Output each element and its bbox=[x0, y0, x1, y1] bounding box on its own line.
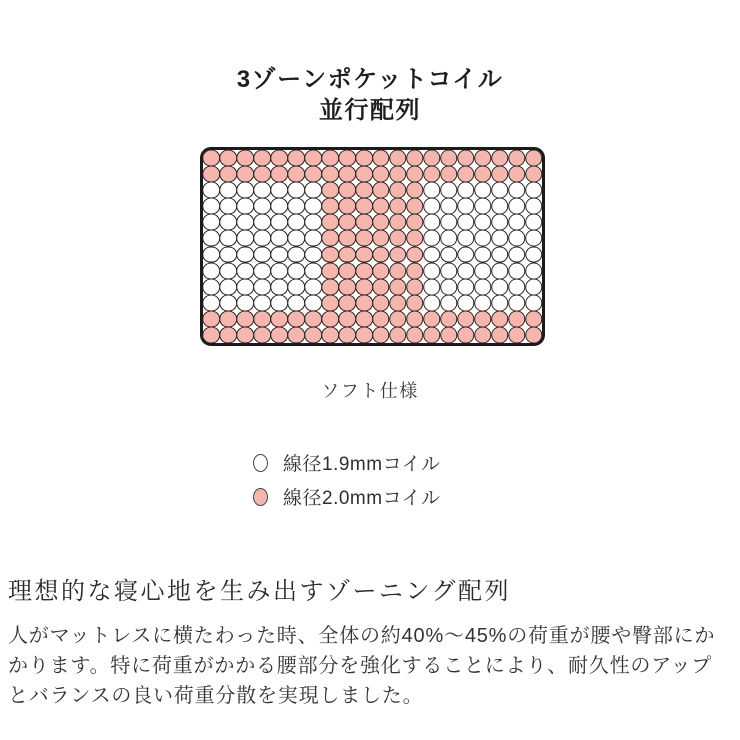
coil-2_0mm bbox=[321, 166, 339, 183]
coil-2_0mm bbox=[372, 246, 390, 263]
coil-2_0mm bbox=[372, 166, 390, 183]
white-coil-swatch-icon bbox=[253, 454, 268, 472]
coil-1_9mm bbox=[423, 294, 441, 311]
coil-2_0mm bbox=[491, 327, 509, 344]
coil-2_0mm bbox=[457, 327, 475, 344]
coil-1_9mm bbox=[203, 278, 221, 295]
coil-1_9mm bbox=[491, 278, 509, 295]
coil-2_0mm bbox=[423, 150, 441, 167]
coil-1_9mm bbox=[423, 262, 441, 279]
coil-2_0mm bbox=[389, 246, 407, 263]
coil-2_0mm bbox=[321, 310, 339, 327]
coil-2_0mm bbox=[372, 310, 390, 327]
coil-2_0mm bbox=[440, 166, 458, 183]
coil-2_0mm bbox=[237, 327, 255, 344]
legend-row-2_0mm bbox=[253, 483, 441, 510]
coil-2_0mm bbox=[304, 150, 322, 167]
coil-2_0mm bbox=[220, 310, 238, 327]
coil-1_9mm bbox=[237, 294, 255, 311]
coil-2_0mm bbox=[355, 230, 373, 247]
coil-1_9mm bbox=[271, 246, 289, 263]
coil-2_0mm bbox=[287, 150, 305, 167]
coil-2_0mm bbox=[355, 246, 373, 263]
coil-1_9mm bbox=[423, 214, 441, 231]
coil-1_9mm bbox=[457, 246, 475, 263]
section-heading: 理想的な寝心地を生み出すゾーニング配列 bbox=[8, 578, 512, 605]
coil-1_9mm bbox=[203, 182, 221, 199]
coil-2_0mm bbox=[287, 327, 305, 344]
coil-2_0mm bbox=[457, 310, 475, 327]
coil-2_0mm bbox=[321, 230, 339, 247]
coil-2_0mm bbox=[389, 198, 407, 215]
coil-2_0mm bbox=[508, 310, 526, 327]
coil-2_0mm bbox=[406, 278, 424, 295]
coil-1_9mm bbox=[423, 198, 441, 215]
coil-1_9mm bbox=[474, 182, 492, 199]
coil-2_0mm bbox=[440, 327, 458, 344]
coil-1_9mm bbox=[457, 294, 475, 311]
coil-1_9mm bbox=[203, 214, 221, 231]
coil-2_0mm bbox=[338, 230, 356, 247]
coil-2_0mm bbox=[491, 166, 509, 183]
coil-1_9mm bbox=[491, 214, 509, 231]
coil-1_9mm bbox=[254, 278, 272, 295]
coil-2_0mm bbox=[423, 310, 441, 327]
coil-2_0mm bbox=[203, 327, 221, 344]
coil-2_0mm bbox=[203, 166, 221, 183]
coil-1_9mm bbox=[457, 182, 475, 199]
coil-2_0mm bbox=[406, 310, 424, 327]
coil-1_9mm bbox=[304, 278, 322, 295]
coil-1_9mm bbox=[254, 262, 272, 279]
coil-2_0mm bbox=[355, 278, 373, 295]
coil-1_9mm bbox=[254, 214, 272, 231]
coil-2_0mm bbox=[220, 166, 238, 183]
coil-1_9mm bbox=[287, 278, 305, 295]
coil-1_9mm bbox=[440, 230, 458, 247]
coil-1_9mm bbox=[271, 182, 289, 199]
coil-1_9mm bbox=[220, 182, 238, 199]
coil-1_9mm bbox=[287, 246, 305, 263]
coil-1_9mm bbox=[287, 230, 305, 247]
coil-2_0mm bbox=[389, 166, 407, 183]
coil-1_9mm bbox=[525, 294, 543, 311]
coil-2_0mm bbox=[287, 166, 305, 183]
coil-2_0mm bbox=[372, 150, 390, 167]
coil-1_9mm bbox=[525, 230, 543, 247]
coil-2_0mm bbox=[355, 294, 373, 311]
coil-2_0mm bbox=[474, 150, 492, 167]
coil-1_9mm bbox=[254, 246, 272, 263]
coil-2_0mm bbox=[406, 230, 424, 247]
diagram-title-line2: 並行配列 bbox=[319, 97, 421, 124]
coil-1_9mm bbox=[287, 214, 305, 231]
coil-1_9mm bbox=[220, 262, 238, 279]
mattress-coil-diagram bbox=[200, 147, 545, 346]
coil-1_9mm bbox=[491, 230, 509, 247]
coil-1_9mm bbox=[508, 198, 526, 215]
coil-1_9mm bbox=[203, 246, 221, 263]
coil-2_0mm bbox=[321, 262, 339, 279]
coil-2_0mm bbox=[372, 327, 390, 344]
coil-1_9mm bbox=[508, 230, 526, 247]
coil-2_0mm bbox=[321, 327, 339, 344]
coil-1_9mm bbox=[508, 246, 526, 263]
coil-1_9mm bbox=[474, 294, 492, 311]
coil-2_0mm bbox=[271, 327, 289, 344]
coil-1_9mm bbox=[304, 198, 322, 215]
coil-2_0mm bbox=[254, 150, 272, 167]
coil-2_0mm bbox=[491, 310, 509, 327]
coil-2_0mm bbox=[203, 310, 221, 327]
coil-1_9mm bbox=[254, 230, 272, 247]
coil-2_0mm bbox=[287, 310, 305, 327]
coil-2_0mm bbox=[406, 246, 424, 263]
coil-1_9mm bbox=[508, 278, 526, 295]
coil-2_0mm bbox=[304, 166, 322, 183]
coil-2_0mm bbox=[321, 182, 339, 199]
coil-1_9mm bbox=[304, 262, 322, 279]
coil-1_9mm bbox=[457, 230, 475, 247]
coil-1_9mm bbox=[237, 198, 255, 215]
coil-1_9mm bbox=[287, 262, 305, 279]
coil-2_0mm bbox=[389, 262, 407, 279]
pink-coil-swatch-icon bbox=[253, 488, 268, 506]
coil-2_0mm bbox=[406, 198, 424, 215]
coil-2_0mm bbox=[321, 150, 339, 167]
coil-2_0mm bbox=[220, 150, 238, 167]
coil-1_9mm bbox=[237, 230, 255, 247]
coil-1_9mm bbox=[203, 198, 221, 215]
coil-2_0mm bbox=[508, 166, 526, 183]
coil-2_0mm bbox=[508, 327, 526, 344]
coil-1_9mm bbox=[491, 294, 509, 311]
coil-2_0mm bbox=[457, 150, 475, 167]
legend-row-1_9mm bbox=[253, 449, 441, 476]
legend-label-2_0mm: 線径2.0mmコイル bbox=[283, 488, 441, 509]
coil-1_9mm bbox=[525, 182, 543, 199]
coil-2_0mm bbox=[474, 166, 492, 183]
coil-2_0mm bbox=[389, 310, 407, 327]
coil-1_9mm bbox=[203, 294, 221, 311]
coil-1_9mm bbox=[271, 294, 289, 311]
coil-1_9mm bbox=[304, 182, 322, 199]
coil-2_0mm bbox=[372, 214, 390, 231]
coil-1_9mm bbox=[237, 246, 255, 263]
section-body-text: 人がマットレスに横たわった時、全体の約40%〜45%の荷重が腰や臀部にかかります。特に荷重がかかる腰部分を強化することにより、耐久性のアップとバランスの良い荷重分散を実現しました。 bbox=[8, 625, 716, 707]
coil-2_0mm bbox=[406, 150, 424, 167]
coil-2_0mm bbox=[338, 182, 356, 199]
diagram-title bbox=[0, 64, 740, 126]
coil-2_0mm bbox=[389, 294, 407, 311]
coil-1_9mm bbox=[423, 278, 441, 295]
coil-2_0mm bbox=[338, 166, 356, 183]
coil-1_9mm bbox=[254, 198, 272, 215]
coil-1_9mm bbox=[491, 198, 509, 215]
coil-2_0mm bbox=[406, 262, 424, 279]
coil-2_0mm bbox=[338, 262, 356, 279]
coil-1_9mm bbox=[440, 246, 458, 263]
coil-1_9mm bbox=[440, 182, 458, 199]
coil-1_9mm bbox=[220, 198, 238, 215]
coil-2_0mm bbox=[254, 310, 272, 327]
coil-2_0mm bbox=[423, 166, 441, 183]
coil-2_0mm bbox=[338, 327, 356, 344]
coil-1_9mm bbox=[457, 262, 475, 279]
coil-1_9mm bbox=[474, 230, 492, 247]
coil-1_9mm bbox=[304, 246, 322, 263]
coil-2_0mm bbox=[254, 166, 272, 183]
coil-1_9mm bbox=[474, 214, 492, 231]
coil-1_9mm bbox=[508, 214, 526, 231]
coil-1_9mm bbox=[220, 278, 238, 295]
coil-1_9mm bbox=[508, 294, 526, 311]
coil-1_9mm bbox=[440, 198, 458, 215]
coil-1_9mm bbox=[525, 198, 543, 215]
coil-2_0mm bbox=[406, 166, 424, 183]
coil-2_0mm bbox=[457, 166, 475, 183]
coil-2_0mm bbox=[389, 150, 407, 167]
coil-1_9mm bbox=[474, 198, 492, 215]
coil-2_0mm bbox=[355, 198, 373, 215]
coil-2_0mm bbox=[355, 310, 373, 327]
coil-1_9mm bbox=[440, 278, 458, 295]
coil-1_9mm bbox=[304, 230, 322, 247]
coil-2_0mm bbox=[372, 294, 390, 311]
coil-1_9mm bbox=[220, 294, 238, 311]
coil-2_0mm bbox=[440, 310, 458, 327]
coil-1_9mm bbox=[457, 214, 475, 231]
coil-1_9mm bbox=[203, 230, 221, 247]
coil-1_9mm bbox=[491, 262, 509, 279]
coil-1_9mm bbox=[491, 246, 509, 263]
coil-1_9mm bbox=[525, 246, 543, 263]
coil-1_9mm bbox=[237, 278, 255, 295]
coil-1_9mm bbox=[474, 246, 492, 263]
coil-1_9mm bbox=[508, 262, 526, 279]
coil-2_0mm bbox=[406, 214, 424, 231]
coil-2_0mm bbox=[271, 166, 289, 183]
coil-2_0mm bbox=[220, 327, 238, 344]
coil-1_9mm bbox=[457, 278, 475, 295]
coil-2_0mm bbox=[406, 182, 424, 199]
coil-1_9mm bbox=[220, 230, 238, 247]
coil-1_9mm bbox=[440, 294, 458, 311]
coil-1_9mm bbox=[525, 262, 543, 279]
coil-1_9mm bbox=[474, 278, 492, 295]
coil-2_0mm bbox=[338, 310, 356, 327]
coil-1_9mm bbox=[271, 230, 289, 247]
coil-1_9mm bbox=[254, 182, 272, 199]
coil-2_0mm bbox=[338, 150, 356, 167]
coil-1_9mm bbox=[304, 294, 322, 311]
coil-2_0mm bbox=[321, 214, 339, 231]
coil-2_0mm bbox=[440, 150, 458, 167]
diagram-caption: ソフト仕様 bbox=[321, 381, 419, 401]
coil-1_9mm bbox=[254, 294, 272, 311]
coil-1_9mm bbox=[237, 214, 255, 231]
coil-2_0mm bbox=[372, 182, 390, 199]
coil-2_0mm bbox=[389, 214, 407, 231]
coil-2_0mm bbox=[355, 150, 373, 167]
coil-1_9mm bbox=[287, 294, 305, 311]
coil-2_0mm bbox=[389, 230, 407, 247]
coil-2_0mm bbox=[491, 150, 509, 167]
coil-1_9mm bbox=[474, 262, 492, 279]
coil-1_9mm bbox=[423, 230, 441, 247]
coil-2_0mm bbox=[237, 310, 255, 327]
coil-1_9mm bbox=[457, 198, 475, 215]
coil-2_0mm bbox=[389, 327, 407, 344]
coil-1_9mm bbox=[271, 214, 289, 231]
coil-2_0mm bbox=[237, 166, 255, 183]
coil-2_0mm bbox=[372, 198, 390, 215]
coil-1_9mm bbox=[271, 262, 289, 279]
coil-2_0mm bbox=[321, 294, 339, 311]
coil-1_9mm bbox=[237, 262, 255, 279]
coil-1_9mm bbox=[237, 182, 255, 199]
coil-1_9mm bbox=[220, 246, 238, 263]
coil-1_9mm bbox=[440, 214, 458, 231]
coil-2_0mm bbox=[271, 150, 289, 167]
coil-2_0mm bbox=[338, 294, 356, 311]
coil-2_0mm bbox=[321, 198, 339, 215]
coil-1_9mm bbox=[304, 214, 322, 231]
coil-2_0mm bbox=[508, 150, 526, 167]
coil-2_0mm bbox=[372, 278, 390, 295]
coil-2_0mm bbox=[203, 150, 221, 167]
coil-1_9mm bbox=[271, 198, 289, 215]
coil-2_0mm bbox=[338, 198, 356, 215]
coil-2_0mm bbox=[338, 278, 356, 295]
coil-2_0mm bbox=[321, 246, 339, 263]
coil-2_0mm bbox=[406, 327, 424, 344]
coil-2_0mm bbox=[355, 262, 373, 279]
coil-2_0mm bbox=[474, 327, 492, 344]
coil-legend bbox=[253, 449, 441, 510]
coil-1_9mm bbox=[525, 214, 543, 231]
coil-1_9mm bbox=[287, 182, 305, 199]
coil-1_9mm bbox=[271, 278, 289, 295]
coil-1_9mm bbox=[287, 198, 305, 215]
coil-1_9mm bbox=[423, 182, 441, 199]
coil-2_0mm bbox=[338, 214, 356, 231]
coil-2_0mm bbox=[525, 310, 543, 327]
coil-2_0mm bbox=[321, 278, 339, 295]
coil-2_0mm bbox=[254, 327, 272, 344]
coil-1_9mm bbox=[508, 182, 526, 199]
diagram-title-line1: 3ゾーンポケットコイル bbox=[236, 66, 504, 93]
coil-2_0mm bbox=[355, 166, 373, 183]
coil-1_9mm bbox=[491, 182, 509, 199]
coil-2_0mm bbox=[304, 327, 322, 344]
coil-2_0mm bbox=[304, 310, 322, 327]
coil-2_0mm bbox=[525, 166, 543, 183]
coil-2_0mm bbox=[525, 327, 543, 344]
coil-1_9mm bbox=[423, 246, 441, 263]
coil-2_0mm bbox=[372, 262, 390, 279]
coil-1_9mm bbox=[525, 278, 543, 295]
coil-2_0mm bbox=[406, 294, 424, 311]
coil-1_9mm bbox=[220, 214, 238, 231]
coil-2_0mm bbox=[237, 150, 255, 167]
coil-2_0mm bbox=[355, 214, 373, 231]
coil-2_0mm bbox=[355, 327, 373, 344]
coil-2_0mm bbox=[271, 310, 289, 327]
coil-2_0mm bbox=[389, 182, 407, 199]
coil-2_0mm bbox=[338, 246, 356, 263]
coil-2_0mm bbox=[372, 230, 390, 247]
coil-1_9mm bbox=[203, 262, 221, 279]
coil-2_0mm bbox=[423, 327, 441, 344]
coil-2_0mm bbox=[474, 310, 492, 327]
coil-2_0mm bbox=[525, 150, 543, 167]
legend-label-1_9mm: 線径1.9mmコイル bbox=[283, 454, 441, 475]
coil-1_9mm bbox=[440, 262, 458, 279]
coil-2_0mm bbox=[355, 182, 373, 199]
coil-2_0mm bbox=[389, 278, 407, 295]
